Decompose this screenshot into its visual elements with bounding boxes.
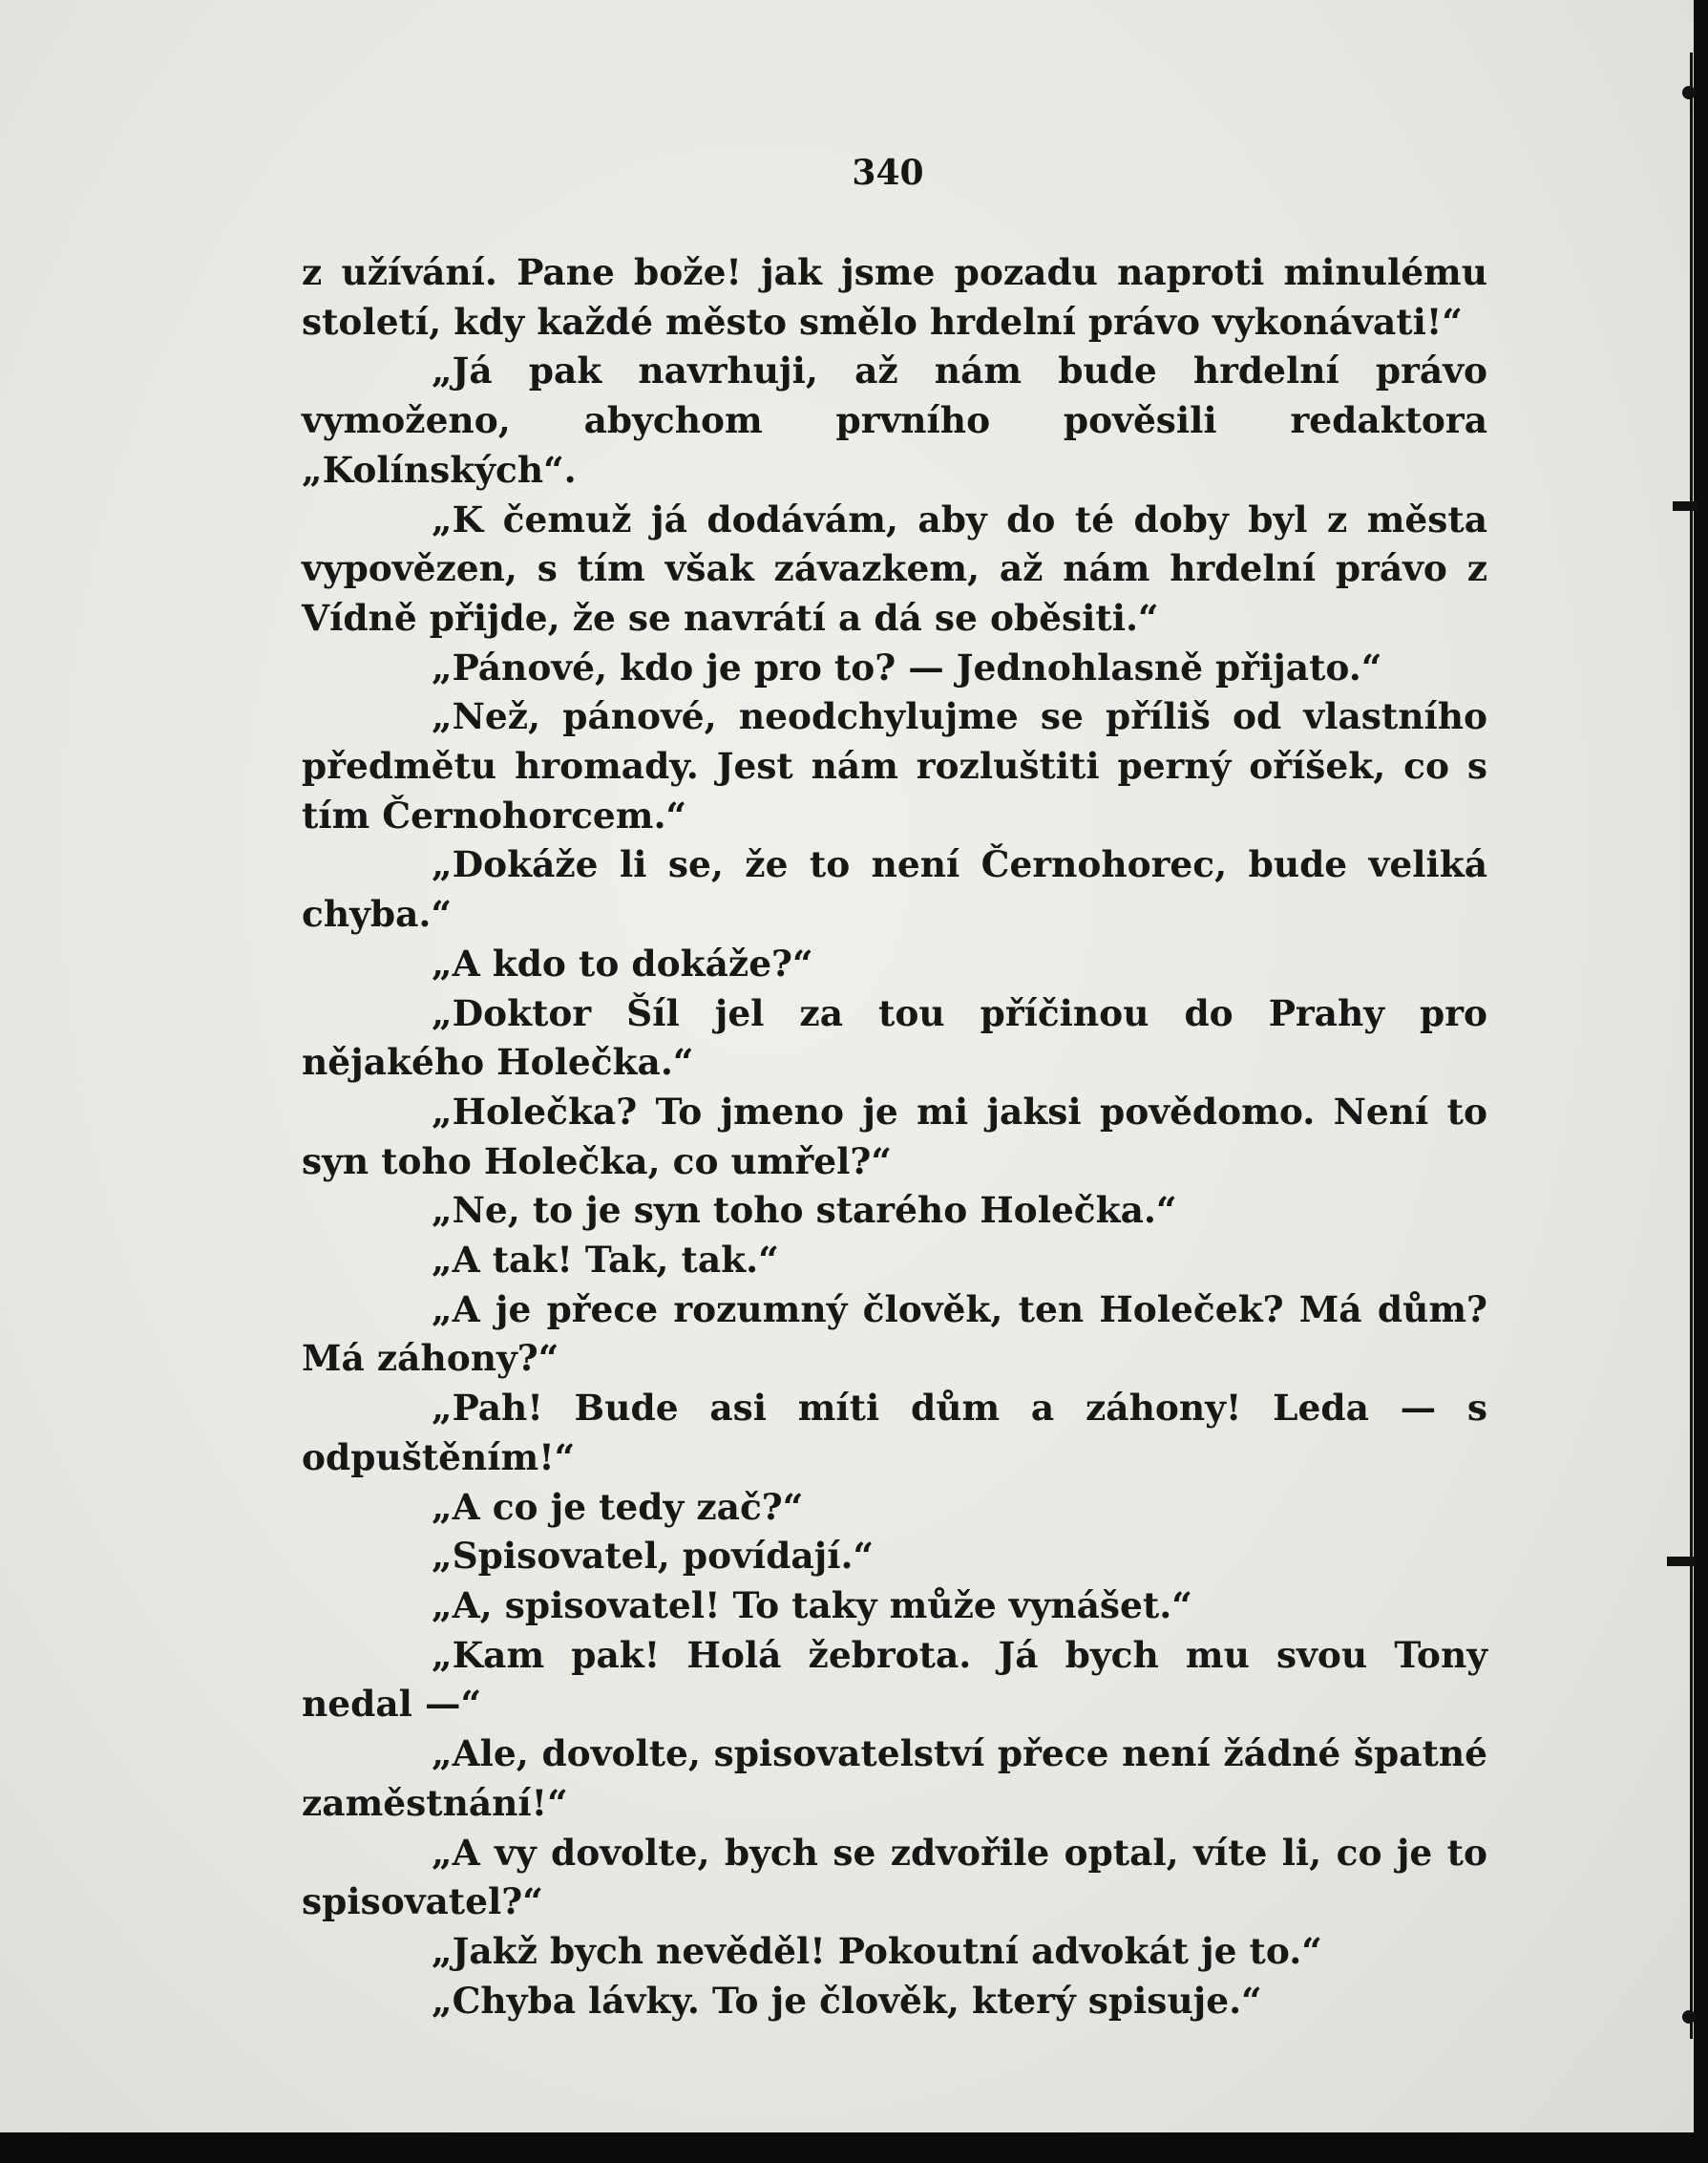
- paragraph-13: „Pah! Bude asi míti dům a záhony! Leda — s odpuštěním!“: [302, 1387, 1487, 1478]
- paragraph-19: „A vy dovolte, bych se zdvořile optal, víte li, co je to spisovatel?“: [302, 1831, 1487, 1923]
- edge-mark-top: [1682, 86, 1696, 99]
- paragraph-9: „Holečka? To jmeno je mi jaksi povědomo. Není to syn toho Holečka, co umřel?“: [302, 1090, 1487, 1182]
- edge-mark-lower: [1667, 1557, 1696, 1566]
- paragraph-2: „Já pak navrhuji, až nám bude hrdelní právo vymoženo, abychom prvního pověsili redaktora „Kolínských“.: [302, 350, 1487, 491]
- paragraph-4: „Pánové, kdo je pro to? — Jednohlasně přijato.“: [432, 646, 1382, 689]
- paragraph-20: „Jakž bych nevěděl! Pokoutní advokát je to.“: [432, 1929, 1322, 1972]
- paragraph-12: „A je přece rozumný člověk, ten Holeček? Má dům? Má záhony?“: [302, 1287, 1487, 1380]
- text-body: [302, 248, 1487, 2025]
- paragraph-18: „Ale, dovolte, spisovatelství přece není žádné špatné zaměstnání!“: [302, 1732, 1487, 1824]
- paragraph-3: „K čemuž já dodávám, aby do té doby byl z města vypovězen, s tím však závazkem, až nám hrdelní právo z Vídně přijde, že se navrátí a dá se oběsiti.“: [302, 498, 1487, 639]
- paragraph-5: „Než, pánové, neodchylujme se příliš od vlastního předmětu hromady. Jest nám rozluštiti perný oříšek, co s tím Černohorcem.“: [302, 695, 1487, 837]
- edge-mark-middle: [1673, 501, 1697, 511]
- paragraph-16: „A, spisovatel! To taky může vynášet.“: [432, 1583, 1192, 1626]
- paragraph-1: z užívání. Pane bože! jak jsme pozadu naproti minulému století, kdy každé město smělo hrdelní právo vykonávati!“: [302, 251, 1487, 343]
- page-number: 340: [852, 153, 924, 193]
- edge-mark-bottom: [1682, 2010, 1696, 2024]
- paragraph-8: „Doktor Šíl jel za tou příčinou do Prahy pro nějakého Holečka.“: [302, 991, 1487, 1084]
- paragraph-21: „Chyba lávky. To je člověk, který spisuje.“: [432, 1979, 1262, 2022]
- paragraph-6: „Dokáže li se, že to není Černohorec, bude veliká chyba.“: [302, 843, 1487, 936]
- paragraph-7: „A kdo to dokáže?“: [432, 942, 813, 985]
- paragraph-17: „Kam pak! Holá žebrota. Já bych mu svou Tony nedal —“: [302, 1633, 1487, 1726]
- paragraph-14: „A co je tedy zač?“: [432, 1485, 804, 1528]
- paragraph-10: „Ne, to je syn toho starého Holečka.“: [432, 1189, 1177, 1232]
- paragraph-15: „Spisovatel, povídají.“: [432, 1535, 875, 1578]
- page-edge-line: [1690, 53, 1693, 2039]
- paragraph-11: „A tak! Tak, tak.“: [432, 1239, 779, 1282]
